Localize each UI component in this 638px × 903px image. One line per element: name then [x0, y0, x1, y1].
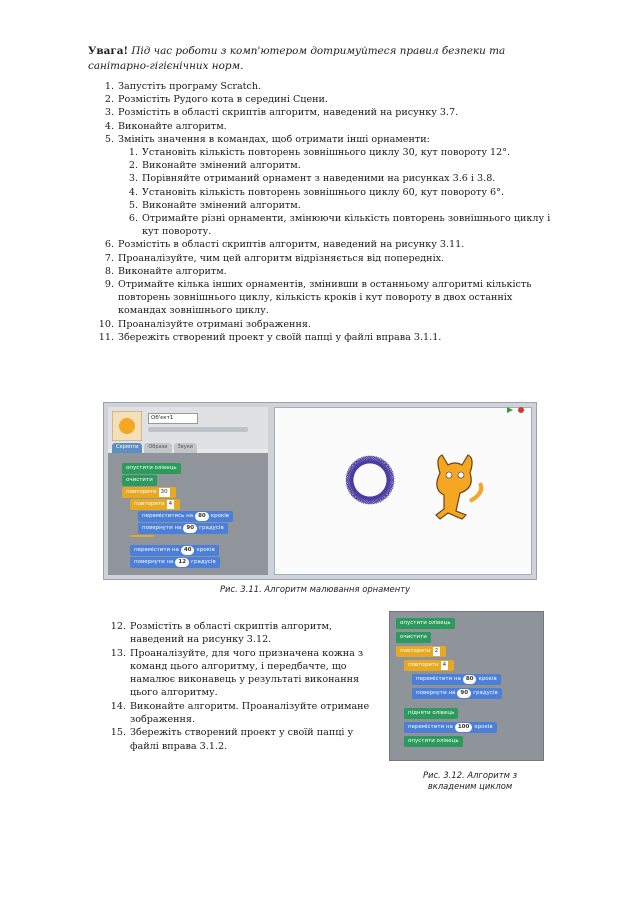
repeat-count[interactable]: 4	[168, 501, 173, 507]
substep-number: 3.	[128, 173, 138, 185]
ornament-square	[349, 459, 392, 502]
block-move[interactable]	[404, 722, 497, 733]
step-text: Збережіть створений проект у своїй папці у файлі вправа 3.1.2.	[130, 727, 354, 752]
tab-costumes[interactable]: Образи	[144, 443, 171, 453]
block-label: повторити	[408, 662, 439, 668]
substep-number: 1.	[128, 147, 138, 159]
substep-text: Виконайте змінений алгоритм.	[142, 199, 301, 211]
block-turn[interactable]	[412, 688, 502, 699]
steps-list	[92, 80, 562, 344]
block-label: повторити	[126, 489, 157, 495]
substep-text: Отримайте різні орнаменти, змінюючи кількість повторень зовнішнього циклу і кут повороту.	[142, 213, 551, 238]
substep-item	[118, 212, 562, 238]
step-number: 1.	[104, 81, 114, 92]
ornament-square	[349, 459, 392, 502]
ornament-square	[346, 456, 393, 503]
step-item	[92, 120, 562, 133]
step-item	[104, 620, 379, 647]
ornament-square	[350, 460, 390, 500]
stage-controls	[505, 406, 527, 414]
substep-item	[118, 199, 562, 212]
step-number: 6.	[104, 239, 114, 251]
step-item	[92, 93, 562, 106]
step-item	[92, 133, 562, 146]
substep-number: 5.	[128, 199, 138, 211]
substep-text: Порівняйте отриманий орнамент з наведеними на рисунках 3.6 і 3.8.	[142, 173, 496, 185]
step-number: 5.	[104, 133, 114, 145]
degrees-value[interactable]: 12	[175, 558, 189, 567]
tab-sounds[interactable]: Звуки	[174, 443, 197, 453]
ornament-square	[347, 457, 393, 503]
block-label: кроків	[196, 547, 215, 553]
step-item	[92, 252, 562, 265]
figure-3-11-caption: Рис. 3.11. Алгоритм малювання орнаменту	[220, 584, 411, 594]
stop-icon[interactable]	[518, 407, 524, 413]
block-move[interactable]	[412, 674, 501, 685]
step-text: Виконайте алгоритм.	[118, 265, 227, 277]
substep-text: Установіть кількість повторень зовнішнього циклу 30, кут повороту 12°.	[142, 147, 511, 159]
block-label: градусів	[191, 559, 216, 565]
substep-item	[118, 159, 562, 172]
block-label: повторити	[400, 648, 431, 654]
degrees-value[interactable]: 90	[457, 689, 471, 698]
step-number: 10.	[98, 318, 114, 330]
block-turn[interactable]	[138, 523, 228, 534]
block-repeat-inner[interactable]	[404, 660, 454, 671]
block-repeat-outer[interactable]	[396, 646, 446, 657]
block-label: градусів	[199, 525, 224, 531]
block-clear[interactable]: очистити	[396, 632, 431, 643]
sprite-panel	[108, 407, 268, 575]
step-number: 9.	[104, 279, 114, 291]
block-clear[interactable]: очистити	[122, 475, 157, 486]
figure-3-12-script	[389, 611, 544, 761]
sprite-name-field[interactable]: Об'єкт1	[148, 413, 198, 424]
block-label: перемістити на	[134, 547, 179, 553]
step-item	[92, 106, 562, 119]
substep-item	[118, 172, 562, 185]
green-flag-icon[interactable]	[507, 407, 513, 413]
block-label: повернути на	[416, 690, 456, 696]
block-pen-down[interactable]: опустити олівець	[396, 618, 455, 629]
step-text: Збережіть створений проект у своїй папці у файлі вправа 3.1.1.	[118, 331, 442, 343]
steps-value[interactable]: 100	[455, 723, 472, 732]
block-move[interactable]	[138, 511, 233, 522]
substep-number: 6.	[128, 213, 138, 225]
ornament-square	[346, 456, 393, 503]
scripts-area	[108, 453, 268, 575]
editor-tabs	[112, 443, 197, 453]
step-number: 4.	[104, 120, 114, 132]
block-label: переміститись на	[142, 513, 194, 519]
step-text: Проаналізуйте, чим цей алгоритм відрізняється від попередніх.	[118, 252, 445, 264]
block-move[interactable]	[130, 545, 219, 556]
substep-number: 2.	[128, 160, 138, 172]
repeat-count[interactable]: 4	[442, 662, 447, 668]
step-item	[92, 238, 562, 251]
step-text: Розмістіть в області скриптів алгоритм, наведений на рисунку 3.7.	[118, 107, 459, 119]
block-label: повернути на	[142, 525, 182, 531]
step-item	[92, 265, 562, 278]
ornament-square	[347, 457, 393, 503]
ornament-square	[349, 459, 392, 502]
step-item	[92, 278, 562, 318]
step-number: 8.	[104, 265, 114, 277]
steps-value[interactable]: 40	[181, 546, 195, 555]
step-number: 14.	[110, 700, 126, 712]
degrees-value[interactable]: 90	[183, 524, 197, 533]
block-pen-down[interactable]: опустити олівець	[122, 463, 181, 474]
step-text: Проаналізуйте, для чого призначена кожна з команд цього алгоритму, і передбачте, що намалює виконавець у результаті виконання цього алгоритму.	[130, 647, 364, 699]
stage-drawing	[275, 408, 531, 574]
step-text: Виконайте алгоритм. Проаналізуйте отримане зображення.	[130, 700, 370, 726]
step-item	[104, 726, 379, 753]
block-label: перемістити на	[408, 724, 453, 730]
cat-sprite-icon[interactable]	[436, 455, 481, 519]
block-label: кроків	[474, 724, 493, 730]
step-item	[104, 700, 379, 727]
steps-value[interactable]: 80	[195, 512, 209, 521]
substep-number: 4.	[128, 186, 138, 198]
step-number: 13.	[110, 647, 126, 659]
step-text: Запустіть програму Scratch.	[118, 81, 262, 92]
step-text: Проаналізуйте отримані зображення.	[118, 318, 311, 330]
ornament-square	[349, 459, 392, 502]
block-repeat-inner[interactable]	[130, 499, 180, 510]
steps-value[interactable]: 80	[463, 675, 477, 684]
sprite-coordinates	[148, 427, 248, 432]
block-label: перемістити на	[416, 676, 461, 682]
step-number: 12.	[110, 621, 126, 632]
block-pen-down[interactable]: опустити олівець	[404, 736, 463, 747]
ornament-square	[347, 457, 393, 503]
substep-item	[118, 186, 562, 199]
block-label: повернути на	[134, 559, 174, 565]
step-item	[92, 331, 562, 344]
block-repeat-outer[interactable]	[122, 487, 176, 498]
block-label: кроків	[210, 513, 230, 519]
ornament-drawing	[346, 456, 394, 504]
repeat-count[interactable]: 2	[434, 648, 439, 654]
block-turn[interactable]	[130, 557, 220, 568]
warning-label: Увага!	[88, 45, 129, 57]
substep-text: Установіть кількість повторень зовнішнього циклу 60, кут повороту 6°.	[142, 186, 505, 198]
cat-thumbnail-icon	[112, 411, 142, 441]
step-item	[92, 318, 562, 331]
step-text: Розмістіть Рудого кота в середині Сцени.	[118, 94, 328, 106]
tab-scripts[interactable]: Скрипти	[112, 443, 142, 453]
ornament-square	[346, 456, 393, 503]
ornament-square	[346, 456, 393, 503]
step-item	[104, 647, 379, 700]
block-pen-up[interactable]: підняти олівець	[404, 708, 458, 719]
ornament-square	[347, 457, 393, 503]
inner-loop-end	[130, 535, 154, 537]
steps-list-second	[104, 620, 379, 753]
substep-text: Виконайте змінений алгоритм.	[142, 160, 301, 172]
step-text: Отримайте кілька інших орнаментів, змінивши в останньому алгоритмі кількість повторень зовнішнього циклу, кількість кроків і кут повороту в двох останніх командах зовнішнього циклу.	[118, 279, 532, 317]
stage[interactable]	[274, 407, 532, 575]
step-number: 3.	[104, 107, 114, 119]
step-number: 15.	[110, 727, 126, 739]
repeat-count[interactable]: 30	[160, 489, 168, 495]
step-text: Виконайте алгоритм.	[118, 120, 227, 132]
step-number: 2.	[104, 94, 114, 106]
figure-3-12-caption: Рис. 3.12. Алгоритм з вкладеним циклом	[422, 770, 518, 791]
step-text: Розмістіть в області скриптів алгоритм, наведений на рисунку 3.12.	[130, 621, 333, 646]
block-label: кроків	[478, 676, 497, 682]
substep-item	[118, 146, 562, 159]
step-number: 7.	[104, 252, 114, 264]
figure-3-11-scratch-window	[103, 402, 537, 580]
step-text: Змініть значення в командах, щоб отримати інші орнаменти:	[118, 133, 430, 145]
safety-warning	[88, 44, 568, 73]
warning-text: Під час роботи з комп'ютером дотримуйтеся правил безпеки та санітарно-гігієнічних норм.	[88, 45, 506, 72]
step-item	[92, 80, 562, 93]
block-label: градусів	[473, 690, 498, 696]
step-number: 11.	[98, 331, 114, 343]
block-label: повторити	[134, 501, 165, 507]
substeps-list	[92, 146, 562, 238]
step-text: Розмістіть в області скриптів алгоритм, наведений на рисунку 3.11.	[118, 239, 465, 251]
